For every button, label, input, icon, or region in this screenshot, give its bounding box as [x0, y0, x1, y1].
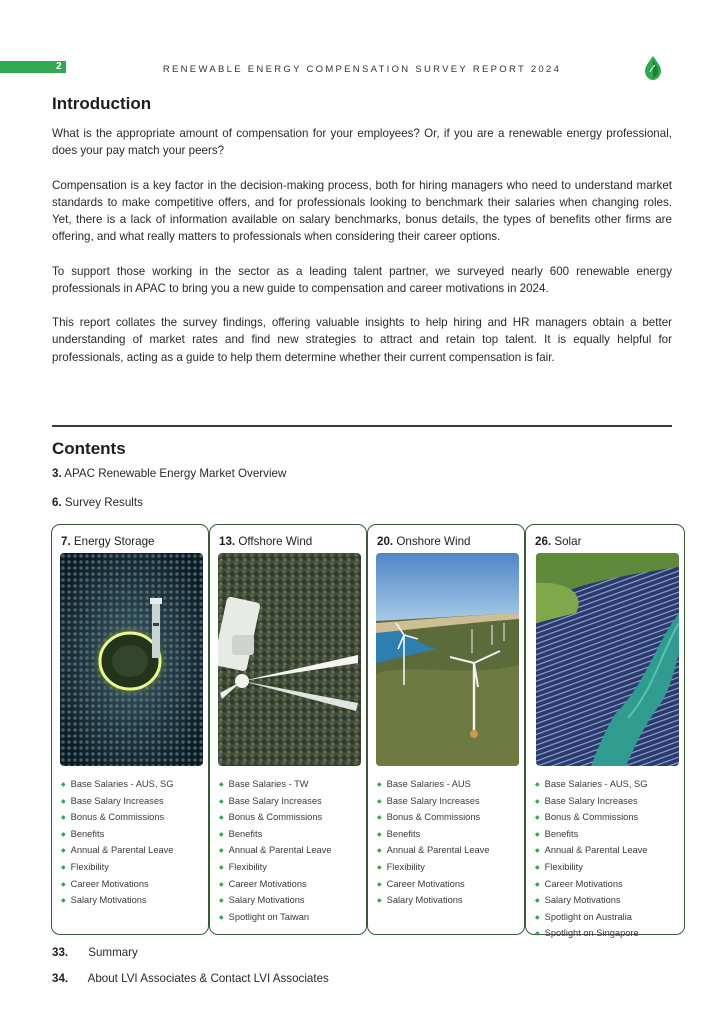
list-item: ◆ Salary Motivations: [377, 893, 489, 910]
list-item: ◆ Bonus & Commissions: [219, 810, 331, 827]
energy-storage-photo: [60, 553, 203, 766]
list-item: ◆ Career Motivations: [535, 877, 647, 894]
introduction-heading: Introduction: [52, 94, 152, 113]
list-item: ◆ Benefits: [61, 827, 173, 844]
list-item: ◆ Spotlight on Taiwan: [219, 910, 331, 927]
running-title: RENEWABLE ENERGY COMPENSATION SURVEY REPORT 2024: [162, 64, 562, 75]
solar-farm-photo: [536, 553, 679, 766]
list-item: ◆ Spotlight on Australia: [535, 910, 647, 927]
list-item: ◆ Base Salary Increases: [219, 794, 331, 811]
intro-paragraph: This report collates the survey findings, offering valuable insights to help hiring and HR managers obtain a better understanding of market rates and find new strategies to attract and retain top talent. It is equally helpful for professionals, acting as a guide to help them determine whether their current compensation is fair.: [52, 316, 672, 364]
toc-item-survey-results[interactable]: [52, 496, 143, 510]
list-item: ◆ Annual & Parental Leave: [219, 843, 331, 860]
introduction-body: [52, 125, 672, 383]
card-title-label: Solar: [554, 535, 582, 548]
section-card-energy-storage[interactable]: [51, 524, 209, 935]
toc-item-label: APAC Renewable Energy Market Overview: [64, 467, 287, 480]
list-item: ◆ Flexibility: [535, 860, 647, 877]
toc-item-market-overview[interactable]: [52, 467, 286, 481]
list-item: ◆ Salary Motivations: [535, 893, 647, 910]
offshore-wind-photo: [218, 553, 361, 766]
card-page-number: 7.: [61, 535, 71, 548]
list-item: ◆ Base Salaries - AUS, SG: [61, 777, 173, 794]
card-title: [535, 535, 581, 548]
list-item: ◆ Annual & Parental Leave: [61, 843, 173, 860]
list-item: ◆ Annual & Parental Leave: [535, 843, 647, 860]
list-item: ◆ Bonus & Commissions: [377, 810, 489, 827]
green-leaf-drop-icon: [643, 55, 663, 81]
list-item: ◆ Flexibility: [219, 860, 331, 877]
list-item: ◆ Base Salary Increases: [535, 794, 647, 811]
list-item: ◆ Salary Motivations: [61, 893, 173, 910]
card-bullet-list: [61, 777, 173, 910]
card-page-number: 26.: [535, 535, 552, 548]
section-divider: [52, 425, 672, 427]
list-item: ◆ Benefits: [377, 827, 489, 844]
list-item: ◆ Career Motivations: [219, 877, 331, 894]
intro-paragraph: Compensation is a key factor in the decision-making process, both for hiring managers who need to understand market standards to make competitive offers, and for professionals looking to benchmark their salaries when changing roles. Yet, there is a lack of information available on salary benchmarks, bonus details, the types of benefits other firms are offering, and what really matters to professionals when considering their career options.: [52, 178, 672, 244]
toc-item-about-lvi[interactable]: [52, 972, 329, 986]
card-page-number: 13.: [219, 535, 236, 548]
card-bullet-list: [377, 777, 489, 910]
page-number: 2: [56, 61, 62, 72]
toc-item-label: Survey Results: [64, 496, 143, 509]
toc-item-summary[interactable]: [52, 946, 138, 960]
list-item: ◆ Flexibility: [61, 860, 173, 877]
toc-item-number: 33.: [52, 946, 69, 959]
card-bullet-list: [219, 777, 331, 926]
section-card-solar[interactable]: [525, 524, 685, 939]
card-bullet-list: [535, 777, 647, 943]
card-title: [377, 535, 470, 548]
list-item: ◆ Flexibility: [377, 860, 489, 877]
section-card-offshore-wind[interactable]: [209, 524, 367, 935]
list-item: ◆ Base Salaries - TW: [219, 777, 331, 794]
card-title-label: Onshore Wind: [396, 535, 471, 548]
intro-paragraph: What is the appropriate amount of compensation for your employees? Or, if you are a renewable energy professional, does your pay match your peers?: [52, 127, 672, 158]
card-title: [61, 535, 154, 548]
list-item: ◆ Benefits: [535, 827, 647, 844]
toc-item-label: Summary: [88, 946, 138, 959]
toc-item-number: 6.: [52, 496, 62, 509]
card-title-label: Energy Storage: [73, 535, 155, 548]
contents-heading: Contents: [52, 439, 126, 458]
list-item: ◆ Bonus & Commissions: [535, 810, 647, 827]
card-title: [219, 535, 312, 548]
list-item: ◆ Career Motivations: [61, 877, 173, 894]
toc-item-number: 34.: [52, 972, 69, 985]
list-item: ◆ Base Salary Increases: [61, 794, 173, 811]
toc-item-number: 3.: [52, 467, 62, 480]
card-page-number: 20.: [377, 535, 394, 548]
list-item: ◆ Career Motivations: [377, 877, 489, 894]
list-item: ◆ Annual & Parental Leave: [377, 843, 489, 860]
list-item: ◆ Salary Motivations: [219, 893, 331, 910]
card-title-label: Offshore Wind: [238, 535, 313, 548]
list-item: ◆ Base Salaries - AUS, SG: [535, 777, 647, 794]
intro-paragraph: To support those working in the sector as a leading talent partner, we surveyed nearly 600 renewable energy professionals in APAC to bring you a new guide to compensation and career motivations in 2024.: [52, 264, 672, 295]
toc-item-label: About LVI Associates & Contact LVI Associates: [87, 972, 329, 985]
onshore-wind-photo: [376, 553, 519, 766]
list-item: ◆ Spotlight on Singapore: [535, 926, 647, 943]
section-card-onshore-wind[interactable]: [367, 524, 525, 935]
list-item: ◆ Bonus & Commissions: [61, 810, 173, 827]
list-item: ◆ Benefits: [219, 827, 331, 844]
list-item: ◆ Base Salaries - AUS: [377, 777, 489, 794]
list-item: ◆ Base Salary Increases: [377, 794, 489, 811]
